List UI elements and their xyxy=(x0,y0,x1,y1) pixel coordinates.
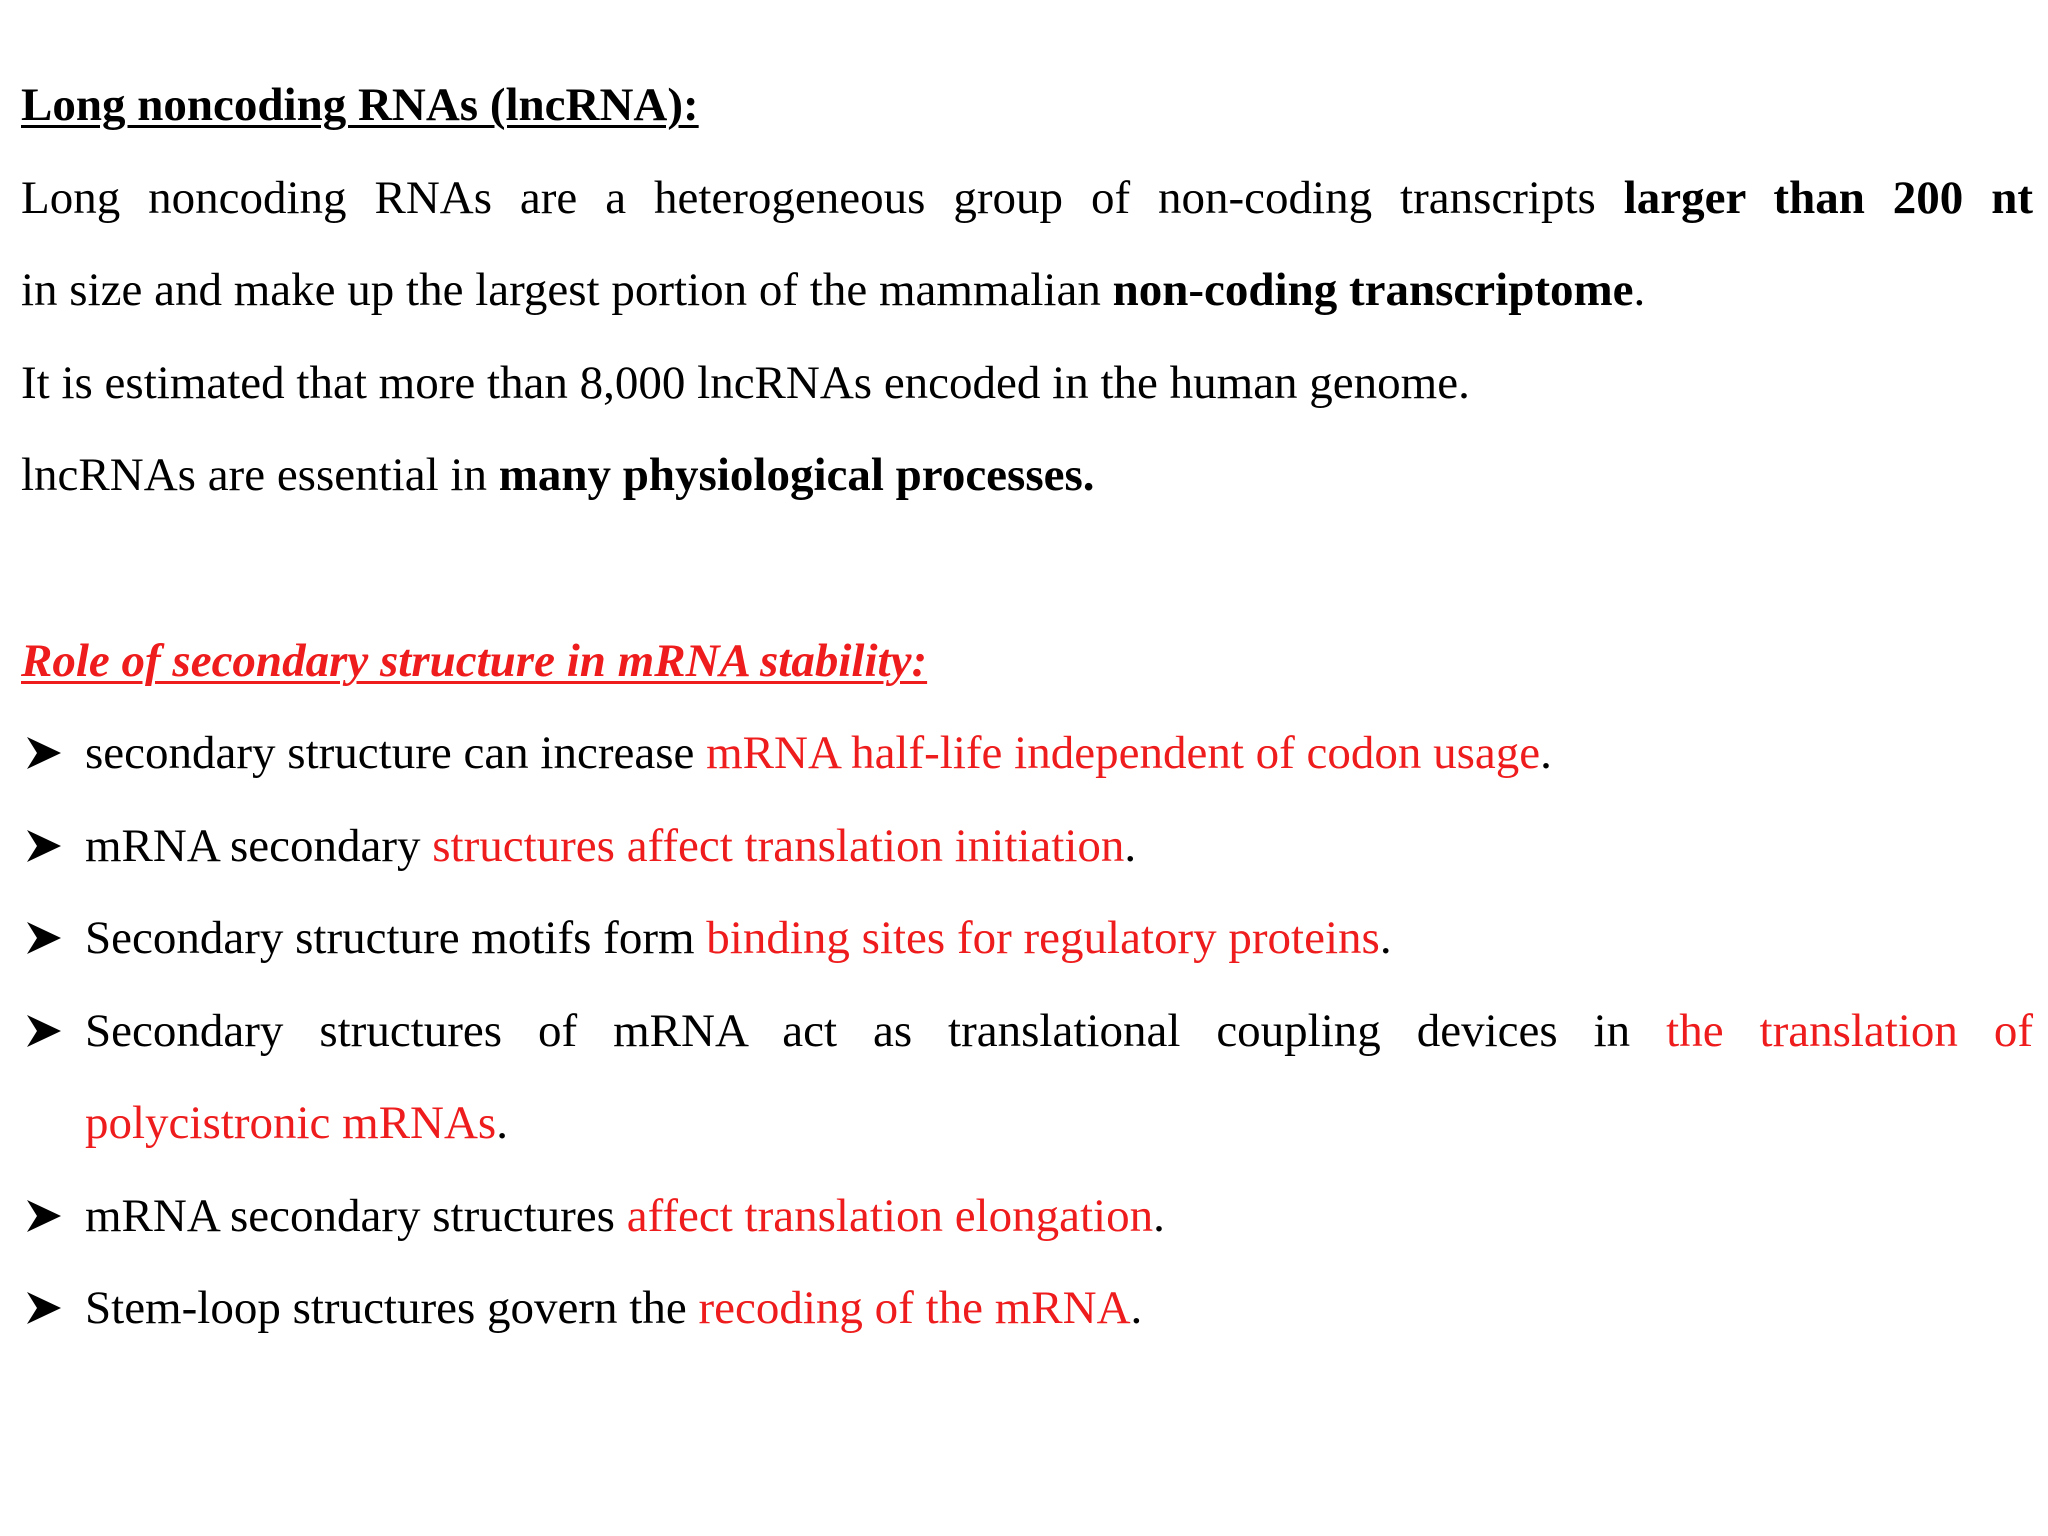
paragraph-line xyxy=(21,355,1470,411)
text-span: secondary structure can increase xyxy=(85,727,707,779)
text-span: Secondary structures of mRNA act as translational coupling devices in xyxy=(85,1005,1667,1057)
paragraph-line xyxy=(21,170,2033,226)
text-span: . xyxy=(1633,264,1646,316)
document-page xyxy=(21,0,2033,1536)
bullet-item xyxy=(21,1280,2033,1336)
bullet-text xyxy=(85,725,1552,781)
section-heading-secondary-structure xyxy=(21,633,927,689)
bullet-text xyxy=(85,818,1136,874)
text-span: It is estimated that more than 8,000 lncRNAs encoded in the human genome. xyxy=(21,357,1470,409)
paragraph-line xyxy=(21,447,1095,503)
text-span: mRNA secondary xyxy=(85,820,433,872)
bullet-continuation xyxy=(85,1095,508,1151)
arrowhead-bullet-icon xyxy=(25,918,65,958)
highlight-text: polycistronic mRNAs xyxy=(85,1097,497,1149)
bullet-item xyxy=(21,818,2033,874)
bullet-item xyxy=(21,1188,2033,1244)
highlight-text: mRNA half-life independent of codon usage xyxy=(706,727,1541,779)
text-span: . xyxy=(1153,1190,1165,1242)
heading-text: Long noncoding RNAs (lncRNA): xyxy=(21,79,699,131)
highlight-text: recoding of the mRNA xyxy=(698,1282,1131,1334)
text-span: lncRNAs are essential in xyxy=(21,449,499,501)
text-span: . xyxy=(1130,1282,1143,1334)
text-span: . xyxy=(1379,912,1392,964)
bullet-text xyxy=(85,1280,1142,1336)
text-span: Stem-loop structures govern the xyxy=(85,1282,699,1334)
highlight-text: structures affect translation initiation xyxy=(432,820,1125,872)
arrowhead-bullet-icon xyxy=(25,733,65,773)
bullet-text xyxy=(85,910,1392,966)
arrowhead-bullet-icon xyxy=(25,1011,65,1051)
bullet-text xyxy=(85,1188,1165,1244)
highlight-text: binding sites for regulatory proteins xyxy=(706,912,1380,964)
text-span: in size and make up the largest portion of the mammalian xyxy=(21,264,1113,316)
highlight-text: affect translation elongation xyxy=(626,1190,1154,1242)
heading-text: Role of secondary structure in mRNA stability: xyxy=(21,635,928,687)
text-span: mRNA secondary structures xyxy=(85,1190,627,1242)
text-span: Secondary structure motifs form xyxy=(85,912,707,964)
arrowhead-bullet-icon xyxy=(25,1196,65,1236)
highlight-text: the translation of xyxy=(1666,1005,2034,1057)
text-span: . xyxy=(1540,727,1552,779)
bullet-item xyxy=(21,725,2033,781)
bullet-item xyxy=(21,1003,2033,1059)
bullet-item xyxy=(21,910,2033,966)
section-heading-lncrna xyxy=(21,77,699,133)
bold-text: non-coding transcriptome xyxy=(1112,264,1634,316)
text-span: . xyxy=(1124,820,1137,872)
text-span: . xyxy=(496,1097,508,1149)
bullet-text xyxy=(85,1003,2033,1059)
bold-text: larger than 200 nt xyxy=(1623,172,2033,224)
bold-text: many physiological processes. xyxy=(498,449,1095,501)
paragraph-line xyxy=(21,262,1645,318)
text-span: Long noncoding RNAs are a heterogeneous group of non-coding transcripts xyxy=(21,172,1624,224)
arrowhead-bullet-icon xyxy=(25,1288,65,1328)
arrowhead-bullet-icon xyxy=(25,826,65,866)
